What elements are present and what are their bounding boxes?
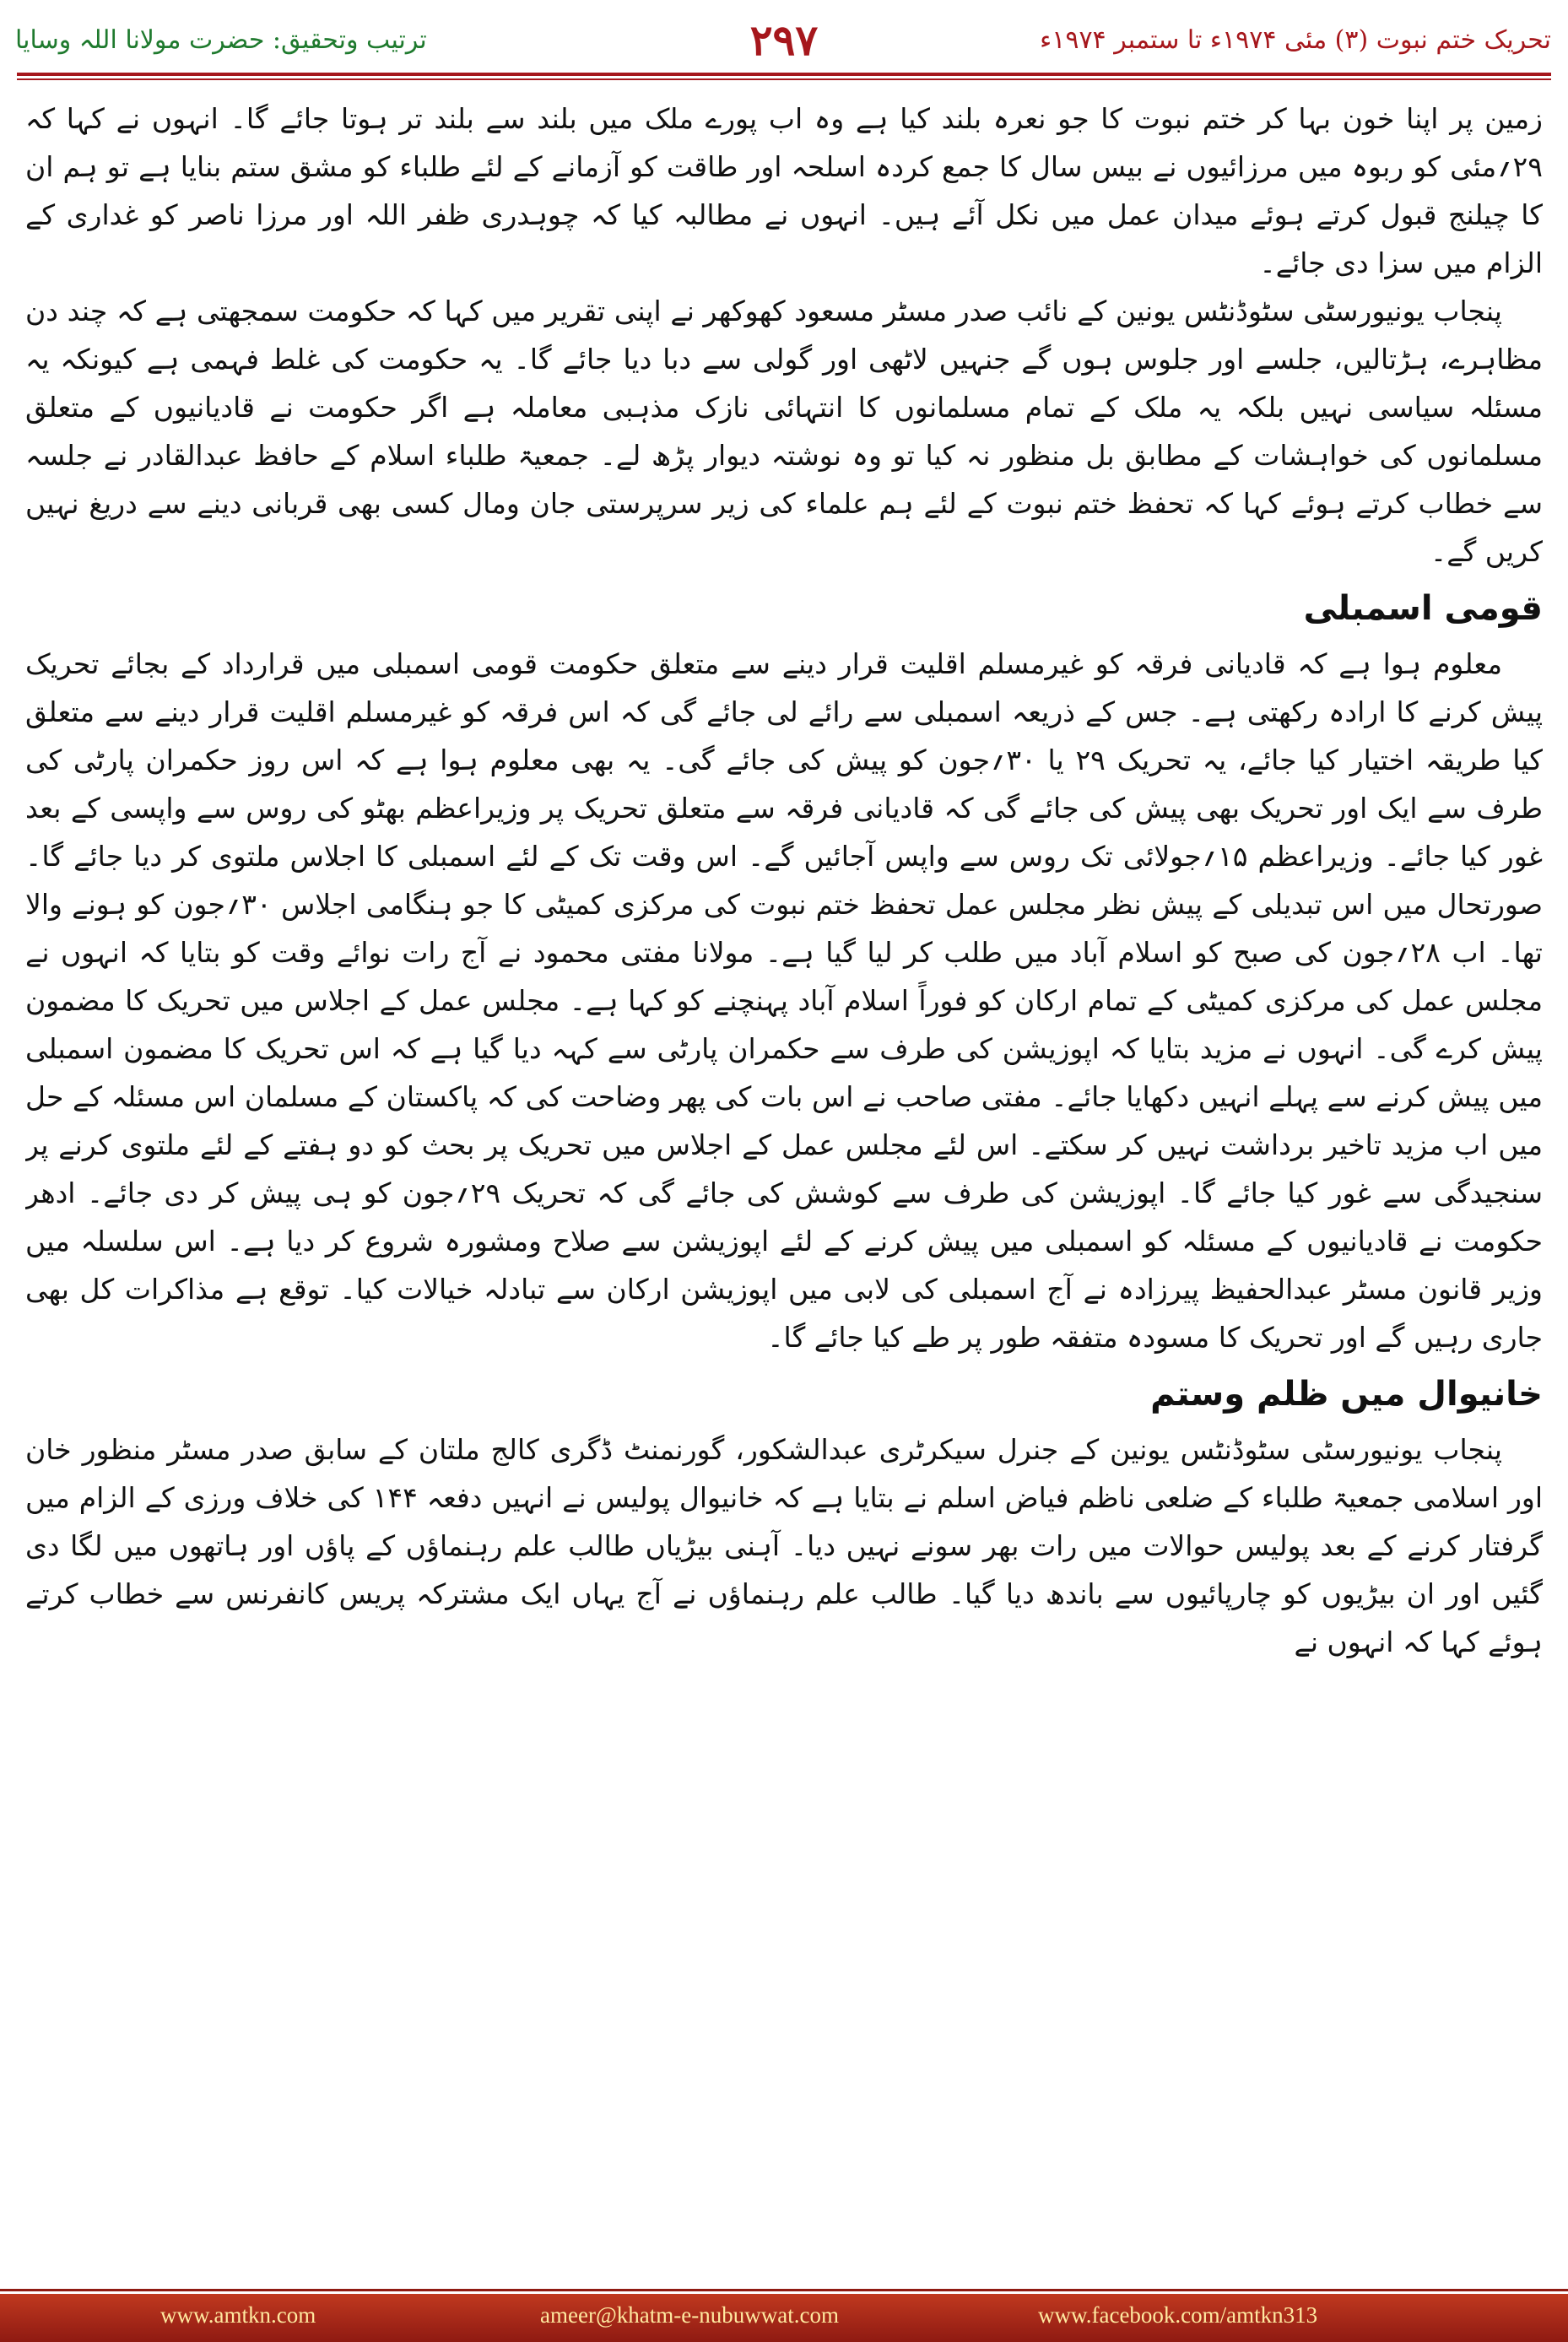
header-divider bbox=[17, 73, 1551, 76]
compiler-credit: ترتیب وتحقیق: حضرت مولانا اللہ وسایا bbox=[15, 25, 427, 55]
footer-divider bbox=[0, 2289, 1568, 2291]
book-title: تحریک ختم نبوت (۳) مئی ۱۹۷۴ء تا ستمبر ۱۹۷۴ء bbox=[1040, 25, 1551, 55]
section-heading: خانیوال میں ظلم وستم bbox=[1150, 1375, 1543, 1414]
paragraph: پنجاب یونیورسٹی سٹوڈنٹس یونین کے نائب صدر مسٹر مسعود کھوکھر نے اپنی تقریر میں کہا کہ حکومت سمجھتی ہے کہ چند دن مظاہرے، ہڑتالیں، جلسے اور جلوس ہوں گے جنہیں لاٹھی اور گولی سے دبا دیا جائے گا۔ یہ حکومت کی غلط فہمی ہے کیونکہ یہ مسئلہ سیاسی نہیں بلکہ یہ ملک کے تمام مسلمانوں کا انتہائی نازک مذہبی معاملہ ہے اگر حکومت نے قادیانیوں کے متعلق مسلمانوں کی خواہشات کے مطابق بل منظور نہ کیا تو وہ نوشتہ دیوار پڑھ لے۔ جمعیۃ طلباء اسلام کے حافظ عبدالقادر نے جلسہ سے خطاب کرتے ہوئے کہا کہ تحفظ ختم نبوت کے لئے ہم علماء کی زیر سرپرستی جان ومال کسی بھی قربانی دینے سے دریغ نہیں کریں گے۔ bbox=[25, 295, 1543, 568]
page-number: ۲۹۷ bbox=[749, 15, 819, 65]
paragraph: پنجاب یونیورسٹی سٹوڈنٹس یونین کے جنرل سیکرٹری عبدالشکور، گورنمنٹ ڈگری کالج ملتان کے سابق صدر مسٹر منظور خان اور اسلامی جمعیۃ طلباء کے ضلعی ناظم فیاض اسلم نے بتایا ہے کہ خانیوال پولیس نے انہیں دفعہ ۱۴۴ کی خلاف ورزی کے الزام میں گرفتار کرنے کے بعد پولیس حوالات میں رات بھر سونے نہیں دیا۔ آہنی بیڑیاں طالب علم رہنماؤں کے پاؤں اور ہاتھوں میں لگا دی گئیں اور ان بیڑیوں کو چارپائیوں سے باندھ دیا گیا۔ طالب علم رہنماؤں نے آج یہاں ایک مشترکہ پریس کانفرنس سے خطاب کرتے ہوئے کہا کہ انہوں نے bbox=[25, 1433, 1543, 1658]
section-heading: قومی اسمبلی bbox=[1303, 589, 1543, 628]
paragraph: معلوم ہوا ہے کہ قادیانی فرقہ کو غیرمسلم اقلیت قرار دینے سے متعلق حکومت قومی اسمبلی میں قرارداد کے بجائے تحریک پیش کرنے کا ارادہ رکھتی ہے۔ جس کے ذریعہ اسمبلی سے رائے لی جائے گی کہ اس فرقہ کو غیرمسلم اقلیت قرار دینے سے متعلق کیا طریقہ اختیار کیا جائے، یہ تحریک ۲۹ یا ۳۰؍جون کو پیش کی جائے گی۔ یہ بھی معلوم ہوا ہے کہ اس روز حکمران پارٹی کی طرف سے ایک اور تحریک بھی پیش کی جائے گی کہ قادیانی فرقہ سے متعلق تحریک پر وزیراعظم بھٹو کی روس سے واپسی کے بعد غور کیا جائے۔ وزیراعظم ۱۵؍جولائی تک روس سے واپس آجائیں گے۔ اس وقت تک کے لئے اسمبلی کا اجلاس ملتوی کر دیا جائے گا۔ صورتحال میں اس تبدیلی کے پیش نظر مجلس عمل تحفظ ختم نبوت کی مرکزی کمیٹی کا جو ہنگامی اجلاس ۳۰؍جون کو ہونے والا تھا۔ اب ۲۸؍جون کی صبح کو اسلام آباد میں طلب کر لیا گیا ہے۔ مولانا مفتی محمود نے آج رات نوائے وقت کو بتایا کہ انہوں نے مجلس عمل کی مرکزی کمیٹی کے تمام ارکان کو فوراً اسلام آباد پہنچنے کو کہا ہے۔ مجلس عمل کے اجلاس میں تحریک کا مضمون پیش کرے گی۔ انہوں نے مزید بتایا کہ اپوزیشن کی طرف سے حکمران پارٹی سے کہہ دیا گیا ہے کہ اس تحریک کا مضمون اسمبلی میں پیش کرنے سے پہلے انہیں دکھایا جائے۔ مفتی صاحب نے اس بات کی پھر وضاحت کی کہ پاکستان کے مسلمان اس مسئلہ کے حل میں اب مزید تاخیر برداشت نہیں کر سکتے۔ اس لئے مجلس عمل کے اجلاس میں تحریک پر بحث کو دو ہفتے کے لئے ملتوی کرنے پر سنجیدگی سے غور کیا جائے گا۔ اپوزیشن کی طرف سے کوشش کی جائے گی کہ تحریک ۲۹؍جون کو ہی پیش کر دی جائے۔ ادھر حکومت نے قادیانیوں کے مسئلہ کو اسمبلی میں پیش کرنے کے لئے اپوزیشن سے صلاح ومشورہ شروع کر دیا ہے۔ اس سلسلہ میں وزیر قانون مسٹر عبدالحفیظ پیرزادہ نے آج اسمبلی کی لابی میں اپوزیشن ارکان سے تبادلہ خیالات کیا۔ توقع ہے مذاکرات کل بھی جاری رہیں گے اور تحریک کا مسودہ متفقہ طور پر طے کیا جائے گا۔ bbox=[25, 647, 1543, 1354]
website-link[interactable]: www.amtkn.com bbox=[160, 2302, 316, 2328]
page-header bbox=[0, 0, 1568, 73]
header-divider-thin bbox=[17, 78, 1551, 80]
facebook-link[interactable]: www.facebook.com/amtkn313 bbox=[1038, 2302, 1318, 2328]
page-body bbox=[25, 95, 1543, 2280]
email-link[interactable]: ameer@khatm-e-nubuwwat.com bbox=[540, 2302, 839, 2328]
paragraph: زمین پر اپنا خون بہا کر ختم نبوت کا جو نعرہ بلند کیا ہے وہ اب پورے ملک میں بلند سے بلند تر ہوتا جائے گا۔ انہوں نے کہا کہ ۲۹؍مئی کو ربوہ میں مرزائیوں نے بیس سال کا جمع کردہ اسلحہ اور طاقت کو آزمانے کے لئے طلباء کو مشق ستم بنایا ہے تو ہم ان کا چیلنج قبول کرتے ہوئے میدان عمل میں نکل آئے ہیں۔ انہوں نے مطالبہ کیا کہ چوہدری ظفر اللہ اور مرزا ناصر کو غداری کے الزام میں سزا دی جائے۔ bbox=[25, 102, 1543, 279]
